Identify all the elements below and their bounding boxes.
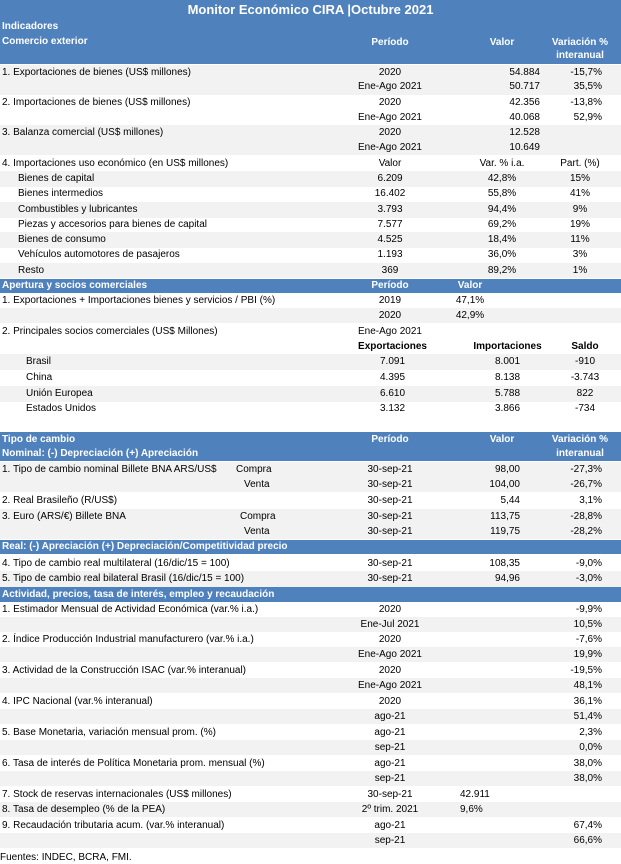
socio-exp: 7.091 (379, 356, 406, 367)
cell-periodo: 30-sep-21 (367, 464, 413, 475)
cell-periodo: sep-21 (374, 835, 406, 846)
tag-compra: Compra (236, 464, 272, 475)
uso-valor: 4.525 (377, 234, 403, 245)
cell-variacion: -9,0% (575, 558, 602, 569)
row-band (0, 308, 621, 323)
tag-venta: Venta (244, 526, 270, 537)
cell-periodo: Ene-Ago 2021 (358, 112, 422, 123)
cell-periodo: 2020 (378, 696, 402, 707)
uso-label: Bienes de consumo (18, 234, 106, 245)
uso-part: 19% (569, 219, 590, 230)
cell-periodo: Ene-Ago 2021 (358, 649, 422, 660)
cell-valor: 47,1% (455, 295, 485, 306)
subcol-part: Part. (%) (560, 158, 600, 169)
row-label: 4. IPC Nacional (var.% interanual) (2, 696, 153, 707)
row-label: 3. Balanza comercial (US$ millones) (2, 127, 164, 138)
cell-periodo: 30-sep-21 (367, 495, 413, 506)
row-label: 5. Base Monetaria, variación mensual prom. (%) (2, 727, 216, 738)
cell-periodo: 2º trim. 2021 (361, 804, 419, 815)
cell-variacion: 0,0% (579, 742, 602, 753)
cell-periodo: sep-21 (374, 742, 406, 753)
socio-label: China (26, 372, 53, 383)
cell-variacion: -3,0% (575, 573, 602, 584)
report-title: Monitor Económico CIRA |Octubre 2021 (187, 2, 434, 17)
uso-valor: 6.209 (377, 173, 403, 184)
cell-periodo: ago-21 (374, 820, 406, 831)
row-band (0, 709, 621, 724)
row-label: 3. Euro (ARS/€) Billete BNA (2, 511, 126, 522)
cell-valor: 108,35 (489, 558, 520, 569)
cell-valor: 54.884 (509, 67, 540, 78)
uso-var: 94,4% (487, 204, 517, 215)
cell-valor: 40.068 (509, 112, 540, 123)
col-exportaciones: Exportaciones (358, 341, 427, 352)
cell-periodo: 2020 (378, 634, 402, 645)
socio-imp: 8.138 (494, 372, 521, 383)
cell-valor: 42,9% (455, 310, 485, 321)
col-valor: Valor (457, 280, 483, 291)
row-band (0, 617, 621, 632)
row-band (0, 678, 621, 693)
uso-var: 89,2% (487, 265, 517, 276)
cell-variacion: -9,9% (575, 604, 602, 615)
cell-valor: 5,44 (500, 495, 520, 506)
socio-saldo: -734 (574, 403, 595, 414)
cell-variacion: 3,1% (579, 495, 602, 506)
cell-variacion: -15,7% (570, 67, 602, 78)
cell-periodo: 2020 (378, 97, 402, 108)
cell-variacion: 48,1% (573, 680, 602, 691)
uso-label: Resto (18, 265, 45, 276)
col-interanual: interanual (556, 50, 604, 61)
uso-part: 3% (572, 249, 588, 260)
cell-valor: 113,75 (490, 511, 520, 522)
uso-label: Piezas y accesorios para bienes de capital (18, 219, 207, 230)
cell-variacion: 36,1% (573, 696, 602, 707)
uso-valor: 369 (381, 265, 399, 276)
socio-imp: 8.001 (494, 356, 521, 367)
uso-var: 42,8% (487, 173, 517, 184)
col-periodo: Período (371, 280, 409, 291)
cell-periodo: 30-sep-21 (367, 511, 413, 522)
uso-label: Combustibles y lubricantes (18, 204, 138, 215)
cell-valor: 119,75 (490, 526, 520, 537)
socio-saldo: -3.743 (570, 372, 600, 383)
cell-variacion: -13,8% (570, 97, 602, 108)
cell-periodo: 2020 (378, 67, 402, 78)
cell-variacion: -19,5% (570, 665, 602, 676)
socio-exp: 3.132 (379, 403, 406, 414)
cell-periodo: 30-sep-21 (367, 789, 413, 800)
uso-var: 55,8% (487, 188, 517, 199)
cell-valor: 104,00 (489, 479, 520, 490)
cell-periodo: Ene-Ago 2021 (358, 680, 422, 691)
cell-periodo: 2019 (378, 295, 402, 306)
uso-part: 15% (569, 173, 590, 184)
cell-variacion: -26,7% (570, 479, 602, 490)
row-label: 3. Actividad de la Construcción ISAC (var.% interanual) (2, 665, 247, 676)
cell-periodo: sep-21 (374, 773, 406, 784)
cell-valor: 12.528 (509, 127, 540, 138)
cell-variacion: 10,5% (573, 619, 602, 630)
row-label: 2. Importaciones de bienes (US$ millones) (2, 97, 191, 108)
row-band (0, 771, 621, 786)
col-periodo: Período (371, 434, 409, 445)
subcol-valor: Valor (378, 158, 402, 169)
cell-valor: 9,6% (460, 804, 483, 815)
cell-periodo: Ene-Ago 2021 (358, 326, 422, 337)
cell-variacion: 52,9% (573, 112, 602, 123)
col-saldo: Saldo (571, 341, 599, 352)
row-label: 2. Real Brasileño (R/US$) (2, 495, 118, 506)
cell-variacion: 67,4% (573, 820, 602, 831)
cell-variacion: 19,9% (573, 649, 602, 660)
tag-venta: Venta (244, 479, 270, 490)
cambio-subheader: Nominal: (-) Depreciación (+) Apreciación (2, 448, 199, 459)
row-label: 1. Exportaciones + Importaciones bienes y servicios / PBI (%) (2, 295, 276, 306)
socio-imp: 5.788 (494, 388, 521, 399)
uso-part: 11% (570, 234, 590, 245)
row-label: 1. Estimador Mensual de Actividad Económica (var.% i.a.) (2, 604, 259, 615)
footnote-sources: Fuentes: INDEC, BCRA, FMI. (0, 852, 132, 863)
cambio-header: Tipo de cambio (2, 434, 76, 445)
row-label: 1. Exportaciones de bienes (US$ millones) (2, 67, 191, 78)
uso-part: 9% (572, 204, 588, 215)
row-band (0, 740, 621, 755)
row-label: 2. Índice Producción Industrial manufacturero (var.% i.a.) (2, 634, 254, 645)
socio-exp: 4.395 (379, 372, 406, 383)
uso-valor: 7.577 (377, 219, 403, 230)
cell-periodo: 2020 (378, 310, 402, 321)
col-importaciones: Importaciones (473, 341, 542, 352)
col-valor: Valor (489, 434, 515, 445)
cell-variacion: -27,3% (570, 464, 602, 475)
cell-periodo: 30-sep-21 (367, 526, 413, 537)
cell-variacion: 66,6% (573, 835, 602, 846)
row-label: 8. Tasa de desempleo (% de la PEA) (2, 804, 166, 815)
col-interanual: interanual (556, 448, 604, 459)
cell-periodo: 2020 (378, 665, 402, 676)
cell-variacion: 2,3% (579, 727, 602, 738)
uso-var: 18,4% (487, 234, 517, 245)
cell-periodo: ago-21 (374, 758, 406, 769)
cell-variacion: 38,0% (573, 773, 602, 784)
cell-valor: 42.356 (509, 97, 540, 108)
indicadores-label: Indicadores (2, 21, 59, 32)
cell-periodo: 2020 (378, 127, 402, 138)
uso-label: Bienes de capital (18, 173, 95, 184)
row-label: 9. Recaudación tributaria acum. (var.% interanual) (2, 820, 225, 831)
cell-valor: 10.649 (509, 142, 540, 153)
row-band (0, 647, 621, 662)
row-band (0, 833, 621, 848)
subcol-var: Var. % i.a. (479, 158, 525, 169)
socio-saldo: -910 (574, 356, 595, 367)
cell-variacion: 35,5% (573, 81, 602, 92)
socio-label: Estados Unidos (26, 403, 97, 414)
cell-periodo: Ene-Ago 2021 (358, 142, 422, 153)
cell-valor: 98,00 (494, 464, 520, 475)
cell-periodo: 30-sep-21 (367, 558, 413, 569)
row-label: 4. Importaciones uso económico (en US$ millones) (2, 158, 229, 169)
cell-periodo: ago-21 (374, 727, 406, 738)
cell-valor: 42.911 (460, 789, 490, 800)
col-variacion: Variación % (551, 434, 609, 445)
cell-periodo: ago-21 (374, 711, 406, 722)
uso-valor: 1.193 (377, 249, 403, 260)
apertura-header: Apertura y socios comerciales (2, 280, 148, 291)
cell-periodo: Ene-Ago 2021 (358, 81, 422, 92)
row-label: 7. Stock de reservas internacionales (US$ millones) (2, 789, 232, 800)
comercio-header: Comercio exterior (2, 36, 88, 47)
socio-imp: 3.866 (494, 403, 521, 414)
uso-label: Vehículos automotores de pasajeros (18, 249, 180, 260)
uso-valor: 3.793 (377, 204, 403, 215)
uso-var: 69,2% (487, 219, 517, 230)
real-header: Real: (-) Apreciación (+) Depreciación/Competitividad precio (2, 541, 288, 552)
cell-variacion: -7,6% (575, 634, 602, 645)
row-label: 6. Tasa de interés de Política Monetaria prom. mensual (%) (2, 758, 265, 769)
cell-periodo: 30-sep-21 (367, 479, 413, 490)
cell-valor: 94,96 (494, 573, 520, 584)
cell-periodo: 2020 (378, 604, 402, 615)
socio-exp: 6.610 (379, 388, 406, 399)
uso-part: 41% (569, 188, 590, 199)
cell-valor: 50.717 (509, 81, 540, 92)
cell-variacion: 38,0% (573, 758, 602, 769)
cell-variacion: -28,2% (570, 526, 602, 537)
tag-compra: Compra (240, 511, 276, 522)
actividad-header: Actividad, precios, tasa de interés, empleo y recaudación (2, 589, 275, 600)
row-label: 4. Tipo de cambio real multilateral (16/dic/15 = 100) (2, 558, 230, 569)
uso-valor: 16.402 (374, 188, 406, 199)
socio-saldo: 822 (576, 388, 594, 399)
uso-label: Bienes intermedios (18, 188, 104, 199)
uso-var: 36,0% (487, 249, 517, 260)
col-variacion: Variación % (551, 37, 609, 48)
cell-variacion: 51,4% (573, 711, 602, 722)
uso-part: 1% (572, 265, 588, 276)
cell-periodo: 30-sep-21 (367, 573, 413, 584)
col-periodo: Período (371, 37, 409, 48)
cell-variacion: -28,8% (570, 511, 602, 522)
row-label: 2. Principales socios comerciales (US$ Millones) (2, 326, 218, 337)
socio-label: Brasil (26, 356, 52, 367)
col-valor: Valor (489, 37, 515, 48)
row-label: 1. Tipo de cambio nominal Billete BNA ARS/US$ (2, 464, 217, 475)
row-label: 5. Tipo de cambio real bilateral Brasil (16/dic/15 = 100) (2, 573, 245, 584)
cell-periodo: Ene-Jul 2021 (360, 619, 420, 630)
socio-label: Unión Europea (26, 388, 93, 399)
